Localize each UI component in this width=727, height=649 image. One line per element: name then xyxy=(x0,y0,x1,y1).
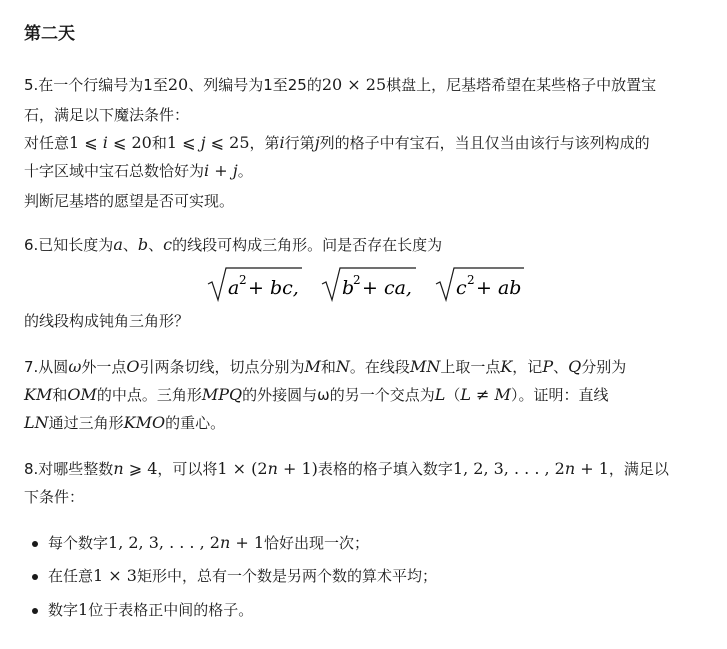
math: K xyxy=(500,357,513,376)
text: 位于表格正中间的格子。 xyxy=(88,601,254,619)
math: c xyxy=(163,235,173,254)
math: ⩽ 20 xyxy=(107,133,152,152)
problem-5-line-2 xyxy=(24,100,189,130)
math: 1 × (2 xyxy=(217,459,268,478)
text: 8.对哪些整数 xyxy=(24,460,114,478)
math: O xyxy=(126,357,140,376)
math: KM xyxy=(24,385,53,404)
math: LN xyxy=(24,413,49,432)
math: P xyxy=(542,357,554,376)
text: ，可以将 xyxy=(157,460,218,478)
math: OM xyxy=(67,385,97,404)
math: i xyxy=(204,161,210,180)
problem-5-line-5 xyxy=(24,186,234,216)
math: i xyxy=(279,133,285,152)
bullet-dot xyxy=(32,608,38,614)
math: n xyxy=(113,459,124,478)
math: i xyxy=(102,133,108,152)
math: ω xyxy=(68,357,82,376)
math: ⩽ 25 xyxy=(205,133,250,152)
formula-var: c xyxy=(456,277,467,299)
math: ⩾ 4 xyxy=(123,459,158,478)
text: 在任意 xyxy=(48,567,94,585)
math: M xyxy=(304,357,321,376)
text: 上取一点 xyxy=(440,358,501,376)
formula-exponent: 2 xyxy=(467,273,475,287)
text: 外一点 xyxy=(81,358,127,376)
math: n xyxy=(564,459,576,478)
math: 1 × 3 xyxy=(93,566,137,585)
bullet-dot xyxy=(32,541,38,547)
math: MPQ xyxy=(201,385,243,404)
math: + 1) xyxy=(277,459,318,478)
math: L xyxy=(434,385,446,404)
math: j xyxy=(314,133,320,152)
bullet-item-2 xyxy=(48,561,437,591)
math: 1 ⩽ xyxy=(69,133,103,152)
text: 对任意 xyxy=(24,134,70,152)
formula-rest: + ab xyxy=(476,277,522,299)
text: 7.从圆 xyxy=(24,358,69,376)
math: a xyxy=(113,235,123,254)
bullet-dot xyxy=(32,574,38,580)
text: 矩形中，总有一个数是另两个数的算术平均； xyxy=(136,567,437,585)
math: + 1 xyxy=(575,459,609,478)
problem-8-line-1 xyxy=(24,454,669,484)
problem-5-line-4 xyxy=(24,156,253,186)
text: 恰好出现一次； xyxy=(264,534,370,552)
text: 、 xyxy=(148,236,164,254)
formula-rest: + bc, xyxy=(248,277,299,299)
text: 和 xyxy=(151,134,167,152)
sqrt-formula-svg xyxy=(206,262,546,306)
text: 的中点。三角形 xyxy=(96,386,202,404)
math: MN xyxy=(409,357,441,376)
math: 1 xyxy=(78,600,89,619)
bullet-item-3 xyxy=(48,595,253,625)
text: 十字区域中宝石总数恰好为 xyxy=(24,162,205,180)
math: j xyxy=(200,133,206,152)
text: 判断尼基塔的愿望是否可实现。 xyxy=(24,192,235,210)
text: 棋盘上，尼基塔希望在某些格子中放置宝 xyxy=(386,76,657,94)
math: b xyxy=(137,235,149,254)
bullet-item-1 xyxy=(48,528,369,558)
text: 表格的格子填入数字 xyxy=(317,460,453,478)
problem-6-line-2 xyxy=(24,306,189,336)
problem-8-line-2 xyxy=(24,482,84,512)
text: ，满足以 xyxy=(608,460,669,478)
math: L ≠ M xyxy=(460,385,511,404)
text: ，第 xyxy=(249,134,280,152)
problem-5-line-3 xyxy=(24,128,650,158)
math: n xyxy=(219,533,231,552)
formula-var: a xyxy=(228,277,240,299)
text: 数字 xyxy=(48,601,79,619)
math: j xyxy=(232,161,238,180)
math: 20 × 25 xyxy=(321,75,387,94)
math: n xyxy=(267,459,278,478)
formula-exponent: 2 xyxy=(353,273,361,287)
problem-7-line-1 xyxy=(24,352,626,382)
problem-7-line-3 xyxy=(24,408,225,438)
text: 。 xyxy=(237,162,253,180)
formula-var: b xyxy=(342,277,355,299)
math: 1 ⩽ xyxy=(166,133,201,152)
text: 5.在一个行编号为1至 xyxy=(24,76,168,94)
problem-7-line-2 xyxy=(24,380,608,410)
text: 每个数字 xyxy=(48,534,109,552)
text: 和 xyxy=(52,386,68,404)
text: 6.已知长度为 xyxy=(24,236,114,254)
text: 行第 xyxy=(284,134,315,152)
math: Q xyxy=(568,357,582,376)
text: 的线段构成钝角三角形？ xyxy=(24,312,190,330)
text: ）。证明：直线 xyxy=(510,386,609,404)
math: + 1 xyxy=(230,533,265,552)
formula-rest: + ca, xyxy=(362,277,412,299)
math: KMO xyxy=(123,413,166,432)
problem-6-line-1 xyxy=(24,230,442,260)
text: 、 xyxy=(122,236,138,254)
page-title: 第二天 xyxy=(24,24,75,44)
text: 下条件： xyxy=(24,488,85,506)
problem-5-line-1 xyxy=(24,70,656,100)
math: + xyxy=(209,161,233,180)
text: 、列编号为1至25的 xyxy=(188,76,322,94)
text: 引两条切线，切点分别为 xyxy=(139,358,305,376)
text: 通过三角形 xyxy=(48,414,124,432)
text: 的重心。 xyxy=(165,414,226,432)
text: ，记 xyxy=(512,358,543,376)
display-formula xyxy=(206,262,536,306)
text: 的线段可构成三角形。问是否存在长度为 xyxy=(172,236,443,254)
text: 的外接圆与ω的另一个交点为 xyxy=(242,386,435,404)
math: 20 xyxy=(167,75,189,94)
text: 、 xyxy=(553,358,569,376)
math: 1, 2, 3, . . . , 2 xyxy=(108,533,220,552)
text: 分别为 xyxy=(581,358,627,376)
text: 和 xyxy=(320,358,336,376)
text: （ xyxy=(445,386,461,404)
text: 石，满足以下魔法条件： xyxy=(24,106,190,124)
math: 1, 2, 3, . . . , 2 xyxy=(452,459,565,478)
text: 列的格子中有宝石，当且仅当由该行与该列构成的 xyxy=(319,134,650,152)
formula-exponent: 2 xyxy=(239,273,247,287)
text: 。在线段 xyxy=(349,358,410,376)
math: N xyxy=(335,357,350,376)
